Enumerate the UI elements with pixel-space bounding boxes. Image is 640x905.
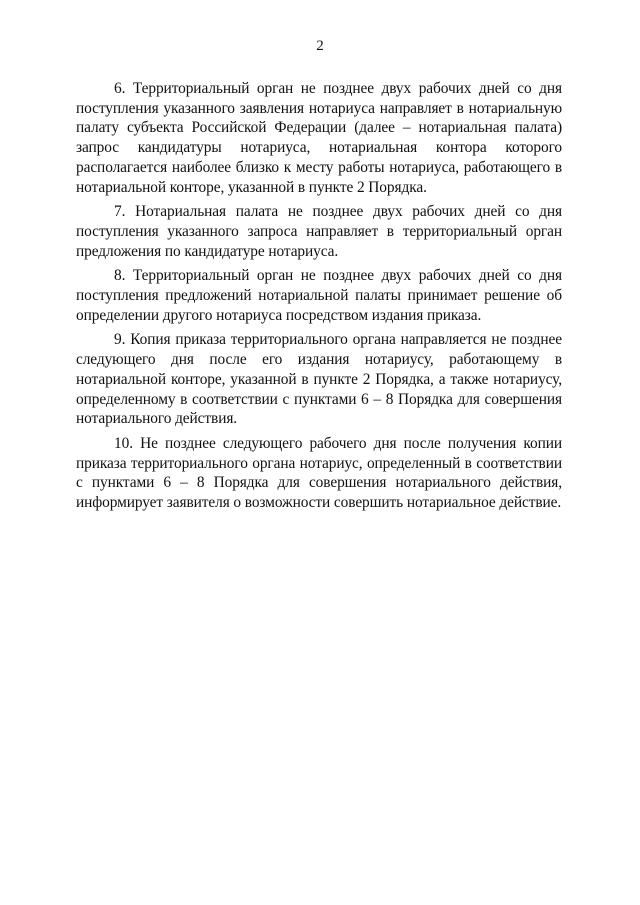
- paragraph-8: 8. Территориальный орган не позднее двух рабочих дней со дня поступления предложений нотариальной палаты принимает решение об определении другого нотариуса посредством издания приказа.: [76, 267, 562, 324]
- document-body: [76, 79, 562, 518]
- paragraph-7: 7. Нотариальная палата не позднее двух рабочих дней со дня поступления указанного запроса направляет в территориальный орган предложения по кандидатуре нотариуса.: [76, 203, 562, 260]
- page-number: 2: [316, 38, 324, 54]
- paragraph-10: 10. Не позднее следующего рабочего дня после получения копии приказа территориального органа нотариус, определенный в соответствии с пунктами 6 – 8 Порядка для совершения нотариального действия, информирует заявителя о возможности совершить нотариальное действие.: [76, 434, 562, 512]
- paragraph-9: 9. Копия приказа территориального органа направляется не позднее следующего дня после его издания нотариусу, работающему в нотариальной конторе, указанной в пункте 2 Порядка, а также нотариусу, определенному в соответствии с пунктами 6 – 8 Порядка для совершения нотариального действия.: [76, 331, 562, 428]
- paragraph-6: 6. Территориальный орган не позднее двух рабочих дней со дня поступления указанного заявления нотариуса направляет в нотариальную палату субъекта Российской Федерации (далее – нотариальная палата) запрос кандидатуры нотариуса, нотариальная контора которого располагается наиболее близко к месту работы нотариуса, работающего в нотариальной конторе, указанной в пункте 2 Порядка.: [76, 80, 562, 196]
